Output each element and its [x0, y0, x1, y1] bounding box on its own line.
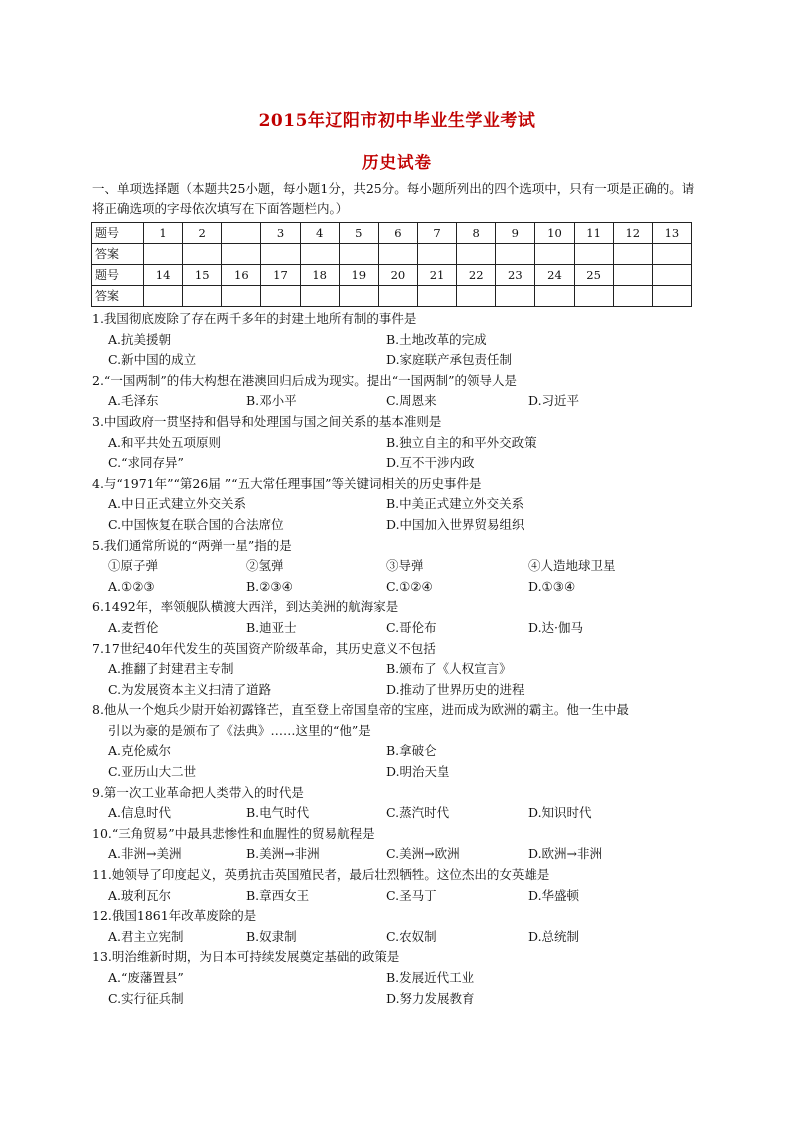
option-a: A.非洲→美洲	[108, 846, 182, 862]
question-5	[92, 536, 712, 598]
question-stem: 3.中国政府一贯坚持和倡导和处理国与国之间关系的基本准则是	[92, 413, 442, 429]
option-b: B.美洲→非洲	[246, 846, 320, 862]
option-row	[92, 659, 712, 680]
answer-grid-number-row-2	[92, 265, 692, 286]
exam-title: 2015年辽阳市初中毕业生学业考试	[258, 111, 536, 131]
option-c: C.“求同存异”	[108, 455, 184, 471]
grid-cell	[652, 265, 691, 286]
question-6	[92, 597, 712, 638]
section-instructions: 一、单项选择题（本题共25小题，每小题1分，共25分。每小题所列出的四个选项中，只有一项是正确的。请将正确选项的字母依次填写在下面答题栏内。）	[92, 181, 695, 216]
answer-grid-answer-row-1	[92, 244, 692, 265]
option-d: D.家庭联产承包责任制	[386, 352, 513, 368]
answer-cell[interactable]	[183, 286, 222, 307]
grid-cell: 8	[457, 223, 496, 244]
option-d: D.总统制	[528, 928, 580, 944]
label-question-number: 题号	[92, 265, 144, 286]
answer-cell[interactable]	[222, 244, 261, 265]
option-c: C.为发展资本主义扫清了道路	[108, 681, 272, 697]
answer-cell[interactable]	[339, 244, 378, 265]
answer-cell[interactable]	[222, 286, 261, 307]
question-2	[92, 371, 712, 412]
option-row	[92, 968, 712, 989]
answer-cell[interactable]	[496, 244, 535, 265]
answer-grid-answer-row-2	[92, 286, 692, 307]
grid-cell: 16	[222, 265, 261, 286]
question-stem: 7.17世纪40年代发生的英国资产阶级革命，其历史意义不包括	[92, 640, 436, 656]
answer-grid-number-row-1	[92, 223, 692, 244]
option-b: B.②③④	[246, 578, 293, 594]
answer-cell[interactable]	[535, 286, 574, 307]
option-d: D.达·伽马	[528, 619, 584, 635]
answer-cell[interactable]	[261, 244, 300, 265]
grid-cell: 23	[496, 265, 535, 286]
answer-cell[interactable]	[496, 286, 535, 307]
question-7	[92, 639, 712, 701]
option-row	[92, 330, 712, 351]
question-8	[92, 700, 712, 782]
label-answer: 答案	[92, 244, 144, 265]
option-a: A.克伦威尔	[108, 743, 172, 759]
option-d: D.习近平	[528, 393, 580, 409]
question-stem: 2.“一国两制”的伟大构想在港澳回归后成为现实。提出“一国两制”的领导人是	[92, 372, 517, 388]
question-11	[92, 865, 712, 906]
grid-cell: 18	[300, 265, 339, 286]
option-row	[92, 741, 712, 762]
question-stem: 1.我国彻底废除了存在两千多年的封建土地所有制的事件是	[92, 311, 417, 326]
grid-cell: 7	[417, 223, 456, 244]
option-b: B.颁布了《人权宣言》	[386, 661, 512, 677]
option-c: C.周恩来	[386, 393, 437, 409]
option-row	[92, 680, 712, 701]
option-row	[92, 433, 712, 454]
option-row	[92, 618, 712, 639]
option-b: B.电气时代	[246, 805, 310, 821]
option-a: A.毛泽东	[108, 393, 159, 409]
option-c: C.蒸汽时代	[386, 805, 450, 821]
question-10	[92, 824, 712, 865]
grid-cell: 2	[183, 223, 222, 244]
answer-cell[interactable]	[457, 286, 496, 307]
option-c: C.中国恢复在联合国的合法席位	[108, 516, 284, 532]
answer-cell[interactable]	[417, 244, 456, 265]
item-3: ③导弹	[386, 558, 424, 574]
answer-cell[interactable]	[457, 244, 496, 265]
option-a: A.君主立宪制	[108, 928, 184, 944]
answer-cell[interactable]	[378, 244, 417, 265]
option-d: D.推动了世界历史的进程	[386, 681, 525, 697]
option-b: B.土地改革的完成	[386, 331, 487, 347]
answer-grid	[91, 222, 692, 307]
answer-cell[interactable]	[535, 244, 574, 265]
question-4	[92, 474, 712, 536]
question-13	[92, 947, 712, 1009]
grid-cell: 20	[378, 265, 417, 286]
option-b: B.中美正式建立外交关系	[386, 496, 525, 512]
answer-cell[interactable]	[613, 286, 652, 307]
option-a: A.和平共处五项原则	[108, 434, 222, 450]
grid-cell: 11	[574, 223, 613, 244]
option-d: D.知识时代	[528, 805, 592, 821]
option-a: A.推翻了封建君主专制	[108, 661, 234, 677]
option-c: C.哥伦布	[386, 619, 437, 635]
option-row	[92, 886, 712, 907]
question-stem: 6.1492年，率领舰队横渡大西洋，到达美洲的航海家是	[92, 599, 399, 615]
item-2: ②氢弹	[246, 558, 284, 574]
option-c: C.美洲→欧洲	[386, 846, 460, 862]
question-stem: 8.他从一个炮兵少尉开始初露锋芒，直至登上帝国皇帝的宝座，进而成为欧洲的霸主。他一生中最	[92, 702, 629, 718]
answer-cell[interactable]	[652, 244, 691, 265]
option-b: B.发展近代工业	[386, 970, 475, 985]
grid-cell: 14	[144, 265, 183, 286]
option-d: D.努力发展教育	[386, 990, 475, 1006]
option-d: D.明治天皇	[386, 764, 450, 780]
answer-cell[interactable]	[574, 244, 613, 265]
option-a: A.抗美援朝	[108, 331, 172, 347]
option-row	[92, 453, 712, 474]
option-row	[92, 803, 712, 824]
option-b: B.奴隶制	[246, 928, 297, 944]
question-stem: 9.第一次工业革命把人类带入的时代是	[92, 784, 304, 800]
grid-cell: 21	[417, 265, 456, 286]
item-row	[92, 556, 712, 577]
label-question-number: 题号	[92, 223, 144, 244]
item-1: ①原子弹	[108, 558, 159, 574]
grid-cell: 1	[144, 223, 183, 244]
grid-cell: 10	[535, 223, 574, 244]
answer-cell[interactable]	[261, 286, 300, 307]
option-row	[92, 515, 712, 536]
question-stem: 4.与“1971年”“第26届 ”“五大常任理事国”等关键词相关的历史事件是	[92, 475, 482, 491]
option-a: A.麦哲伦	[108, 619, 159, 635]
grid-cell: 6	[378, 223, 417, 244]
option-c: C.亚历山大二世	[108, 764, 197, 780]
grid-cell: 17	[261, 265, 300, 286]
option-d: D.欧洲→非洲	[528, 846, 603, 862]
option-row	[92, 989, 712, 1010]
grid-cell: 9	[496, 223, 535, 244]
answer-cell[interactable]	[574, 286, 613, 307]
option-c: C.实行征兵制	[108, 990, 184, 1006]
grid-cell: 3	[261, 223, 300, 244]
option-d: D.华盛顿	[528, 887, 580, 903]
question-3	[92, 412, 712, 474]
option-row	[92, 391, 712, 412]
option-c: C.圣马丁	[386, 887, 437, 903]
item-4: ④人造地球卫星	[528, 558, 616, 574]
question-1	[92, 309, 712, 371]
grid-cell: 19	[339, 265, 378, 286]
option-row	[92, 762, 712, 783]
answer-cell[interactable]	[300, 244, 339, 265]
grid-cell	[222, 223, 261, 244]
option-b: B.迪亚士	[246, 619, 297, 635]
answer-cell[interactable]	[183, 244, 222, 265]
option-b: B.独立自主的和平外交政策	[386, 434, 537, 450]
option-b: B.章西女王	[246, 887, 310, 903]
option-a: A.信息时代	[108, 805, 172, 821]
question-stem: 11.她领导了印度起义，英勇抗击英国殖民者，最后壮烈牺牲。这位杰出的女英雄是	[92, 867, 550, 883]
option-a: A.“废藩置县”	[108, 970, 184, 985]
question-9	[92, 783, 712, 824]
answer-cell[interactable]	[417, 286, 456, 307]
exam-subtitle: 历史试卷	[362, 153, 432, 172]
option-row	[92, 577, 712, 598]
option-row	[92, 494, 712, 515]
option-b: B.拿破仑	[386, 743, 437, 759]
grid-cell: 22	[457, 265, 496, 286]
question-stem-continued: 引以为豪的是颁布了《法典》……这里的“他”是	[108, 722, 371, 738]
grid-cell: 12	[613, 223, 652, 244]
grid-cell: 15	[183, 265, 222, 286]
option-row	[92, 350, 712, 371]
option-c: C.农奴制	[386, 928, 437, 944]
option-d: D.互不干涉内政	[386, 455, 475, 471]
label-answer: 答案	[92, 286, 144, 307]
answer-cell[interactable]	[144, 286, 183, 307]
question-list	[92, 309, 712, 1009]
option-row	[92, 844, 712, 865]
option-row	[92, 927, 712, 948]
grid-cell: 13	[652, 223, 691, 244]
answer-cell[interactable]	[144, 244, 183, 265]
option-b: B.邓小平	[246, 393, 297, 409]
answer-cell[interactable]	[652, 286, 691, 307]
grid-cell: 24	[535, 265, 574, 286]
question-stem: 12.俄国1861年改革废除的是	[92, 908, 257, 924]
option-c: C.新中国的成立	[108, 352, 197, 368]
question-stem: 13.明治维新时期，为日本可持续发展奠定基础的政策是	[92, 949, 400, 965]
grid-cell: 5	[339, 223, 378, 244]
option-c: C.①②④	[386, 578, 433, 594]
option-d: D.①③④	[528, 578, 576, 594]
answer-cell[interactable]	[339, 286, 378, 307]
question-12	[92, 906, 712, 947]
option-a: A.中日正式建立外交关系	[108, 496, 247, 512]
grid-cell	[613, 265, 652, 286]
option-a: A.①②③	[108, 578, 155, 594]
grid-cell: 4	[300, 223, 339, 244]
question-stem: 10.“三角贸易”中最具悲惨性和血腥性的贸易航程是	[92, 825, 375, 841]
option-d: D.中国加入世界贸易组织	[386, 516, 525, 532]
question-stem: 5.我们通常所说的“两弹一星”指的是	[92, 537, 292, 553]
grid-cell: 25	[574, 265, 613, 286]
answer-cell[interactable]	[613, 244, 652, 265]
answer-cell[interactable]	[378, 286, 417, 307]
option-a: A.玻利瓦尔	[108, 887, 172, 903]
answer-cell[interactable]	[300, 286, 339, 307]
